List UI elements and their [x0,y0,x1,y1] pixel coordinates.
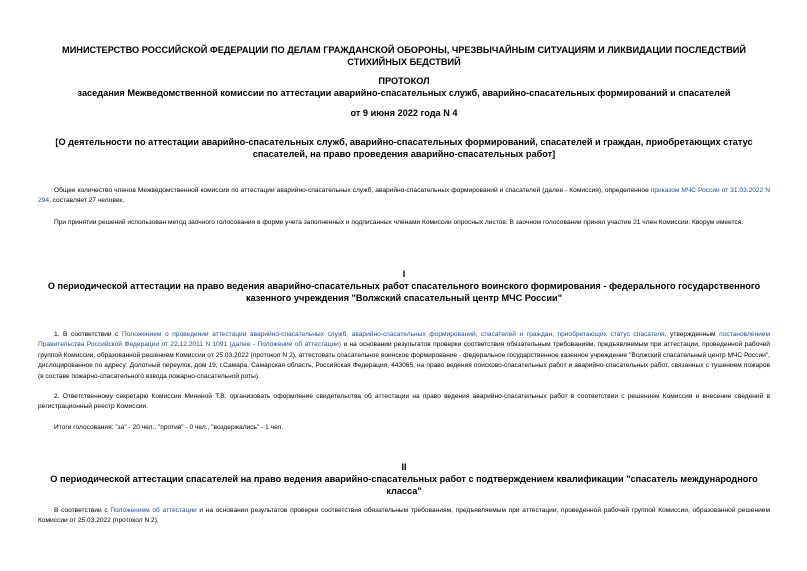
intro-p2-text: При принятии решений использован метод заочного голосования в форме учета заполненных и подписанных членами Комиссии опросных листов. В заочном голосовании принял участие 21 член Комиссии. Кворум имеется. [54,219,744,226]
item1-text-c: и на основании результатов проверки соответствия обязательным требованиям, предъявляемым при аттестации, проведенной рабочей группой Комиссии, образованной решением Комиссии от 25.03.2022 (протокол N 2), аттестовать спасательное воинское формирование - федеральное государственное казенное учреждение "Волжский спасательный центр МЧС России", дислоцированное по адресу: Долотный переулок, дом 19, г.Самара, Самарская область, Российская Федерация, 443065, на право ведения поисково-спасательных работ и аварийно-спасательных работ, связанных с тушением пожаров (в составе пожарно-спасательного взвода пожарно-спасательной роты). [38,341,770,380]
attestation-regulation-short-link[interactable]: Положением об аттестации [110,507,197,514]
section-2-title: О периодической аттестации спасателей на право ведения аварийно-спасательных работ с подтверждением квалификации "спасатель международного класса" [50,474,758,496]
section-1-item-1 [38,330,770,382]
item2-text: 2. Ответственному секретарю Комиссии Мининой Т.В. организовать оформление свидетельства об аттестации на право ведения аварийно-спасательных работ в соответствии с решением Комиссии и внесение сведений в регистрационный реестр Комиссии. [38,393,770,411]
vote-text: Итоги голосования: "за" - 20 чел., "против" - 0 чел., "воздержались" - 1 чел. [54,424,284,431]
intro-paragraph-1 [38,186,770,207]
section-1-vote-result [38,423,770,433]
attestation-regulation-link[interactable]: Положением о проведении аттестации аварийно-спасательных служб, аварийно-спасательных формирований, спасателей и граждан, приобретающих статус спасателя [122,331,665,338]
intro-paragraph-2 [38,218,770,228]
section-2-paragraph [38,506,770,527]
section-1-item-2 [38,392,770,413]
order-294-link[interactable]: приказом МЧС России от 31.03.2022 N 294 [38,187,770,205]
section-1-number: I [402,269,406,279]
section2-text-a: В соответствии с [54,507,111,514]
section2-text-b: и на основании результатов проверки соответствия обязательным требованиям, предъявляемым при аттестации, проведенной рабочей группой Комиссии, образованной решением Комиссии от 25.03.2022 (протокол N 2), [38,507,770,525]
section-2-number: II [401,462,407,472]
doc-type-heading: ПРОТОКОЛ [378,76,430,86]
intro-p1-text-a: Общее количество членов Межведомственной комиссии по аттестации аварийно-спасательных служб, аварийно-спасательных формирований и спасателей (далее - Комиссия), определенное [54,187,651,194]
item1-text-a: 1. В соответствии с [54,331,123,338]
protocol-date-number: от 9 июня 2022 года N 4 [350,108,458,118]
protocol-subtitle: заседания Межведомственной комиссии по аттестации аварийно-спасательных служб, аварийно-спасательных формирований и спасателей [77,88,731,98]
bracket-title: [О деятельности по аттестации аварийно-спасательных служб, аварийно-спасательных формирований, спасателей и граждан, приобретающих статус спасателей, на право проведения аварийно-спасательных работ] [55,137,753,159]
section-1-title: О периодической аттестации на право ведения аварийно-спасательных работ спасательного воинского формирования - федерального государственного казенного учреждения "Волжский спасательный центр МЧС России" [47,281,761,303]
ministry-heading: МИНИСТЕРСТВО РОССИЙСКОЙ ФЕДЕРАЦИИ ПО ДЕЛАМ ГРАЖДАНСКОЙ ОБОРОНЫ, ЧРЕЗВЫЧАЙНЫМ СИТУАЦИЯМ И ЛИКВИДАЦИИ ПОСЛЕДСТВИЙ СТИХИЙНЫХ БЕДСТВИЙ [62,45,746,67]
item1-text-b: , утвержденным [664,331,720,338]
government-decree-1091-link[interactable]: постановлением Правительства Российской Федерации от 22.12.2011 N 1091 (далее - Положение об аттестации) [38,331,771,349]
intro-p1-text-b: , составляет 27 человек. [49,197,125,205]
